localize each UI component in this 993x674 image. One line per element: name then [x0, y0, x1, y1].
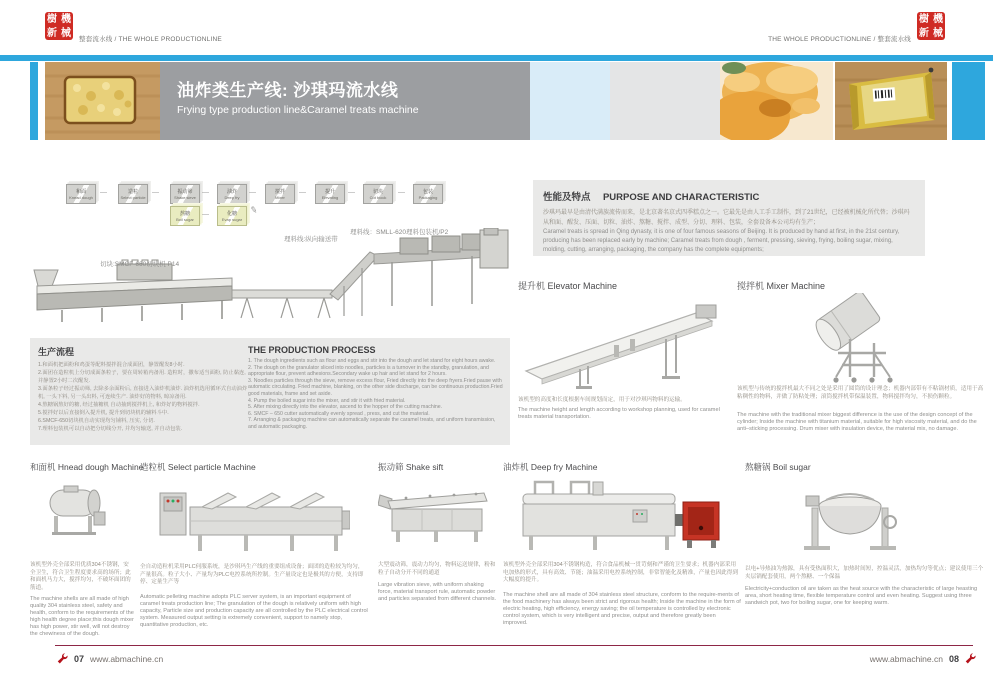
process-zh-item: 4.熬糖锅熬好的糖, 经过抽糖机 自动抽到搅拌机上, 和炸好的物料搅拌.	[38, 402, 200, 408]
top-blue-rule	[0, 55, 993, 61]
process-zh-item: 5.搅拌好以后直接倒入提升机, 提升到切块机的辅料斗中.	[38, 410, 169, 416]
pellet-caption-zh: 全自动造粒机采用PLC伺服系统，是沙琪玛生产线的重要组成设备；面团的造粒较为均匀，产量很高。粒子大小、产量均为PLC电控系统所控制。生产量设定也是极其的方便，支持即停、定量生产等	[140, 564, 364, 586]
tagline-left: 整套流水线 / THE WHOLE PRODUCTIONLINE	[79, 36, 222, 43]
flow-card-label-zh: 包装	[422, 188, 433, 195]
purpose-title-zh: 性能及特点	[543, 192, 591, 203]
flow-card-elevate	[315, 184, 345, 204]
dough-caption-en: The machine shells are all made of high quality 304 stainless steel, safety and health, conform to the requirements of the high health degree place;this dough mixer has high power, stir well, will not destroy the chewiness of the dough.	[30, 596, 134, 637]
process-en-title: THE PRODUCTION PROCESS	[248, 345, 376, 355]
mixer-caption-en: The machine with the traditional mixer biggest difference is the use of the design concept of the cylinder; Inside the machine with titanium material, suitable for high viscosity material, and do the anti–sticking processing. Drum mixer with insulation device, the material mix, no damage.	[737, 412, 977, 432]
flow-card-label-zh: 和面	[75, 188, 86, 195]
flow-dash: —	[398, 189, 405, 196]
fryer-caption-en: The machine shell are all made of 304 stainless steel structure, conform to the require-ments of the food machinery has always been strict and rigorous health; Inside the machine in the form of electric heating, high efficiency, energy saving; the oil temperature is controlled by electronic control system, which is very intelligent and precise, output and therefore greatly been improved.	[503, 592, 741, 626]
diagram-label-conveyor: 理料线:纵向输送带	[284, 236, 338, 243]
pencil-icon: ✎	[249, 204, 259, 216]
flow-card-pellet	[118, 184, 148, 204]
flow-card-fry	[217, 184, 247, 204]
page-subtitle: Frying type production line&Caramel treats machine	[177, 104, 419, 116]
footer-left	[57, 653, 163, 664]
flow-card-label-en: Shake sieve	[174, 194, 196, 200]
sieve-photo	[378, 483, 494, 547]
flow-dash: —	[249, 189, 256, 196]
seal-char: 新	[919, 27, 929, 39]
flow-dash: —	[100, 189, 107, 196]
process-en-item: 2. The dough on the granulator sliced into noodles, particles is a turnover in the standby, granulation, and appropriate flour, prevent adhesions.Secondary wake up hair and let stand for 2 hours.	[248, 364, 489, 378]
process-zh-item: 1.和面机把面粉和鸡蛋等配料搅拌混合成面团，静置醒发8小时.	[38, 362, 185, 368]
flow-card-sieve	[170, 184, 200, 204]
flow-card-cut	[363, 184, 393, 204]
packaged-product-photo	[835, 62, 947, 140]
elevator-caption-en: The machine height and length according to workshop planning, used for caramel treats material transportation.	[518, 407, 720, 420]
footer-rule	[55, 645, 973, 646]
title-banner	[160, 62, 530, 140]
flow-dash: —	[348, 189, 355, 196]
process-en-item: 6. SMCF – 650 cutter automatically evenly spread , press, and cut the material.	[248, 410, 430, 417]
production-line-illustration	[32, 228, 510, 330]
flow-card-label-en: Boil sugar	[176, 216, 194, 222]
fryer-caption-zh: 该机型外壳全部采用304不锈钢构造，符合食品机械一贯苛刻和严谨的卫生要求；机器内部采用电加热的形式，具有高效、节能；油温采用电控系统控制，非常智能化及精准，产量也因此得到大幅度的提升。	[503, 562, 738, 584]
seal-char: 樹	[919, 13, 929, 25]
sugar-title: 熬糖锅 Boil sugar	[745, 462, 811, 472]
flow-card-label-zh: 振动筛	[177, 188, 193, 195]
flow-dash: —	[202, 211, 209, 218]
flow-card-label-en: Deep fry	[224, 194, 240, 200]
seal-char: 新	[47, 27, 57, 39]
flow-card-evap-sugar	[217, 206, 247, 226]
fryer-photo	[513, 476, 725, 558]
flow-card-label-en: Select particle	[120, 194, 146, 200]
flow-card-label-zh: 油炸	[226, 188, 237, 195]
sugar-caption-zh: 以电+导热油为热源，具有受热面积大，加热时间短，控温灵活，加热均匀等优点；建议使用三个夹层锅配套使用，两个熬糖、一个保温	[745, 566, 984, 580]
pellet-caption-en: Automatic pelleting machine adopts PLC server system, is an important equipment of caramel treats production line; The granulation of the dough is relatively uniform with high capacity, Particle size and production capacity are all controlled by the PLC electrical control system. Measured output setting is extremely convenient, support to namely stop, quantitative production, etc.	[140, 594, 368, 628]
footer-right	[870, 653, 976, 664]
mixer-photo	[798, 293, 918, 383]
process-en-item: 5. After mixing directly into the elevator, ascend to the hopper of the cutting machine.	[248, 404, 443, 411]
wrench-icon	[965, 653, 976, 664]
process-en-item: 3. Noodles particles through the sieve, remove excess flour, Fried directly into the deep fryers.Fried pause with automatic circulating. Fried machine, blanking, on the other side discharge, can be continuous production.Fried good materials, frame and set aside.	[248, 377, 503, 397]
flow-card-label-zh: 熬糖	[179, 210, 190, 217]
flow-card-label-en: Mixer	[275, 194, 285, 200]
diagram-label-packer: 理料线：SMLL-620理料包装机/P2	[350, 229, 449, 236]
process-zh-item: 7.理料包装机可以自动把分切线分开, 并均匀输送, 并自动包装.	[38, 426, 183, 432]
process-en-item: 1. The dough ingredients such as flour and eggs and stir into the dough and let stand for eight hours awake.	[248, 358, 496, 364]
seal-char: 樹	[47, 13, 57, 25]
process-en-item: 4. Pump the boiled sugar into the mixer, and stir it with fried material.	[248, 397, 406, 404]
caramel-treat-photo	[45, 62, 160, 140]
dough-photo	[44, 482, 110, 538]
flow-card-pack	[413, 184, 443, 204]
process-en-item: 7. Arranging & packaging machine can automatically separate the caramel treats, and uniform transmission, and automatic packaging.	[248, 417, 496, 430]
process-zh-column	[38, 345, 250, 433]
seal-char: 機	[61, 13, 71, 25]
production-process-box	[30, 338, 510, 445]
process-zh-item: 2.面团在造粒机上分切成面条粒子，要在周转箱内备用. 造粒时，撒布适当面粉, 防止黏连, 并静置2小时二次醒发.	[38, 370, 246, 384]
flow-card-boil-sugar	[170, 206, 200, 226]
flow-card-label-zh: 切块	[372, 188, 383, 195]
mixer-title: 搅拌机 Mixer Machine	[737, 281, 826, 291]
header-paleblue-block	[530, 62, 610, 140]
process-zh-item: 3.面条粒子经过振动筛, 去除多余面粉后, 直接进入油炸机油炸. 油炸机选用循环式自动油炸机, 一头下料, 另一头出料, 可连续生产. 油炸好的物料, 晾凉备用.	[38, 386, 248, 400]
flow-card-label-en: Packaging	[418, 194, 438, 200]
process-en-column	[248, 345, 503, 431]
flow-dash: —	[299, 189, 306, 196]
page-number-right: 08	[948, 653, 959, 664]
seal-char: 械	[933, 27, 943, 39]
caramel-closeup-photo	[720, 62, 833, 140]
sieve-title: 振动筛 Shake sift	[378, 462, 444, 472]
purpose-text-zh: 沙琪玛最早是由清代满族流传而来，是北京著名京式四季糕点之一。它最先是由人工手工制作，到了21世纪，已经被机械化所代替；沙琪玛从和面、醒发、压面、切粒、油炸、熬糖、搅拌、成型、分切、理料、包装，全套设备本公司均有生产；	[543, 210, 910, 226]
sugar-photo	[800, 480, 900, 560]
tagline-right: THE WHOLE PRODUCTIONLINE / 整套流水线	[768, 36, 911, 43]
header-blue-block-right	[952, 62, 985, 140]
flow-card-label-zh: 造粒	[127, 188, 138, 195]
brand-seal-right-icon	[917, 12, 945, 40]
page-title: 油炸类生产线: 沙琪玛流水线	[177, 81, 399, 100]
purpose-title-en: PURPOSE AND CHARACTERISTIC	[602, 192, 760, 203]
mixer-caption-zh: 该机型与传统的搅拌机最大不同之处是采用了圆筒的设计理念；机器内部带有不粘锅材质，适用于高粘稠性的物料，并做了防粘处理；滚筒搅拌机带保温装置，物料搅拌均匀，不损伤颗粒。	[737, 386, 984, 400]
dough-title: 和面机 Hnead dough Machine	[30, 462, 144, 472]
flow-card-label-en: Elevating	[321, 194, 339, 200]
elevator-caption-zh: 该机型的高度和长度根据车间规划而定，用于对沙琪玛物料的运输。	[518, 397, 686, 403]
header-gray-block	[610, 62, 720, 140]
brand-seal-left-icon	[45, 12, 73, 40]
fryer-title: 油炸机 Deep fry Machine	[503, 462, 598, 472]
purpose-box	[533, 180, 925, 256]
wrench-icon	[57, 653, 68, 664]
sieve-caption-en: Large vibration sieve, with uniform shaking force, material transport rule, automatic powder and particles separated from different channels.	[378, 582, 497, 602]
flow-card-mixer	[265, 184, 295, 204]
pellet-photo	[158, 481, 350, 557]
flow-dash: —	[152, 189, 159, 196]
flow-card-knead	[66, 184, 96, 204]
flow-card-label-zh: 搅拌	[274, 188, 285, 195]
elevator-title: 提升机 Elevator Machine	[518, 281, 618, 291]
diagram-label-cutter: 切块:SMCF-660切块机 P14	[100, 261, 180, 268]
website-link-left[interactable]: www.abmachine.cn	[90, 653, 164, 664]
seal-char: 機	[933, 13, 943, 25]
elevator-photo	[518, 293, 733, 391]
purpose-text-en: Caramel treats is spread in Qing dynasty, it is one of four famous seasons of Beijing. It is produced by hand at first, in the 21st century, producing has been replaced early by machine; Caramel treats from dough , ferment, pressing, sieving, frying, boiling sugar, mixing, molding, cutting, arranging, packaging, the company has the complete equipments;	[543, 229, 900, 253]
flow-card-label-en: Evap sugar	[221, 216, 243, 222]
flow-card-label-en: Cut block	[369, 194, 387, 200]
sieve-caption-zh: 大型震动筛，震动力均匀，物料运送规律，粉和粒子自动分开不同的通道	[378, 562, 496, 576]
page-number-left: 07	[74, 653, 85, 664]
flow-dash: —	[202, 189, 209, 196]
seal-char: 械	[61, 27, 71, 39]
website-link-right[interactable]: www.abmachine.cn	[869, 653, 943, 664]
flow-card-label-en: Knead dough	[69, 194, 93, 200]
flow-card-label-zh: 提升	[324, 188, 335, 195]
pellet-title: 造粒机 Select particle Machine	[140, 462, 256, 472]
header-blue-strip-left	[30, 62, 38, 140]
process-zh-title: 生产流程	[38, 347, 75, 357]
sugar-caption-en: Electricity+conduction oil are taken as the heat source with the characteristic of large heasting area, short heating time, flexible temperature control and even heating. Suggest using three sandwich pot, two for boiling sugar, one for keeping warm.	[745, 586, 978, 606]
flow-card-label-zh: 化糖	[226, 210, 237, 217]
process-zh-item: 6.SMCF-650切块机自动实现均匀铺料, 压实, 分切.	[38, 418, 155, 424]
dough-caption-zh: 该机型外壳全部采用优质304不锈钢，安全卫生，符合卫生程度要求高的场所；此和面机马力大，搅拌均匀，不破坏面团的筋道。	[30, 562, 131, 591]
